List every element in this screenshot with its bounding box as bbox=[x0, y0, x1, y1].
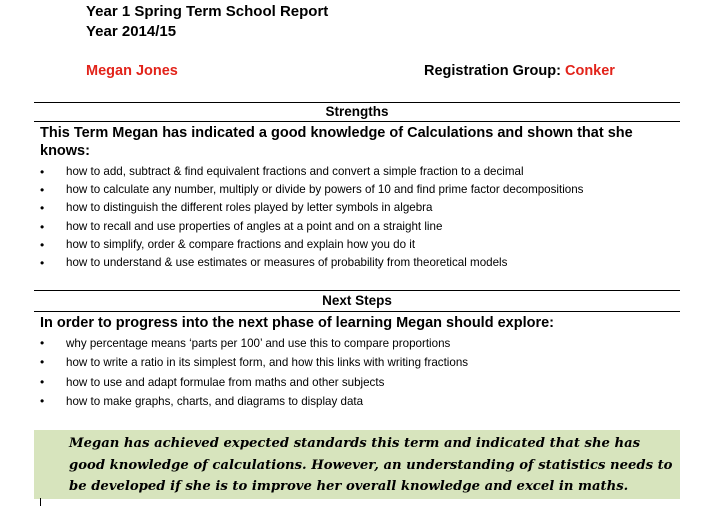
next-steps-item: • how to write a ratio in its simplest form, and how this links with writing fractions bbox=[40, 353, 468, 372]
strengths-item: • how to recall and use properties of angles at a point and on a straight line bbox=[40, 218, 583, 236]
registration-group bbox=[424, 61, 615, 81]
registration-label: Registration Group: bbox=[424, 63, 561, 79]
next-steps-heading: Next Steps bbox=[322, 293, 392, 308]
strengths-item: • how to calculate any number, multiply or divide by powers of 10 and find prime factor decompositions bbox=[40, 181, 583, 199]
strengths-intro: This Term Megan has indicated a good knowledge of Calculations and shown that she knows: bbox=[40, 125, 633, 159]
strengths-item: • how to add, subtract & find equivalent fractions and convert a simple fraction to a decimal bbox=[40, 163, 583, 181]
summary-text: Megan has achieved expected standards this term and indicated that she has good knowledge of calculations. However, an understanding of statistics needs to be developed if she is to improve her overall knowledge and excel in maths. bbox=[69, 436, 673, 494]
next-steps-item: • how to use and adapt formulae from maths and other subjects bbox=[40, 373, 468, 392]
next-steps-intro: In order to progress into the next phase of learning Megan should explore: bbox=[40, 315, 555, 331]
report-title: Year 1 Spring Term School Report bbox=[86, 3, 329, 20]
strengths-item: • how to simplify, order & compare fractions and explain how you do it bbox=[40, 236, 583, 254]
next-steps-list bbox=[40, 334, 468, 412]
next-steps-item: • how to make graphs, charts, and diagrams to display data bbox=[40, 392, 468, 411]
registration-value: Conker bbox=[564, 63, 615, 79]
divider bbox=[34, 311, 680, 312]
strengths-list bbox=[40, 163, 583, 272]
next-steps-item: • why percentage means ‘parts per 100’ and use this to compare proportions bbox=[40, 334, 468, 353]
strengths-item: • how to understand & use estimates or measures of probability from theoretical models bbox=[40, 254, 583, 272]
text-cursor bbox=[40, 498, 41, 506]
report-year: Year 2014/15 bbox=[86, 23, 177, 40]
divider bbox=[34, 290, 680, 291]
strengths-heading: Strengths bbox=[325, 104, 389, 119]
strengths-item: • how to distinguish the different roles played by letter symbols in algebra bbox=[40, 199, 583, 217]
student-name: Megan Jones bbox=[86, 63, 178, 79]
summary-box bbox=[34, 430, 680, 499]
divider bbox=[34, 121, 680, 122]
